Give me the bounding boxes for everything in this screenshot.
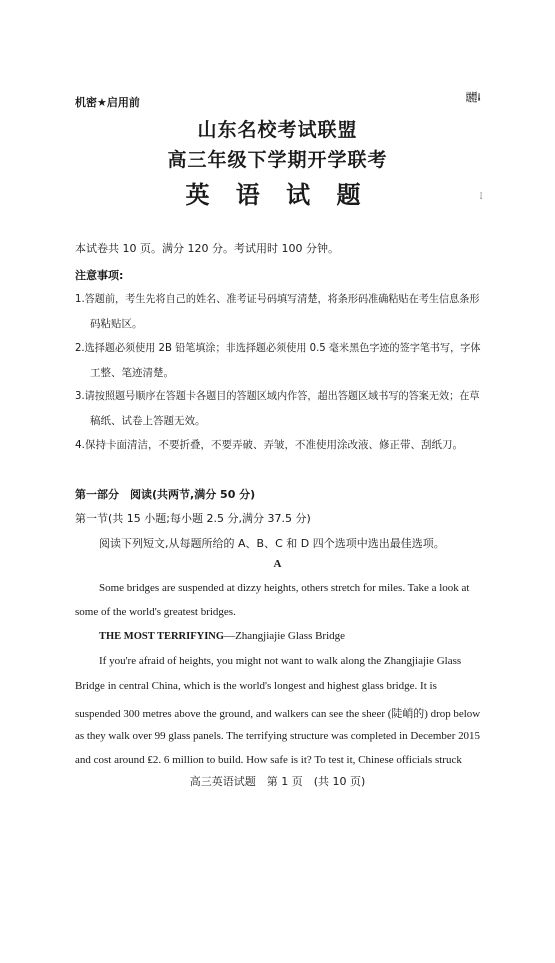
note-1-line-2: 码粘贴区。 — [90, 318, 143, 330]
passage-body-line-4: as they walk over 99 glass panels. The terrifying structure was completed in December 2015 — [75, 730, 480, 742]
passage-intro-line-1: Some bridges are suspended at dizzy heights, others stretch for miles. Take a look at — [99, 582, 470, 594]
page-footer: 高三英语试题 第 1 页 (共 10 页) — [189, 775, 366, 788]
exam-name-title: 高三年级下学期开学联考 — [167, 149, 388, 171]
note-2-line-1: 2.选择题必须使用 2B 铅笔填涂；非选择题必须使用 0.5 毫米黑色字迹的签字笔书写，字体 — [75, 342, 481, 354]
passage-body-line-5: and cost around ₤2. 6 million to build. How safe is it? To test it, Chinese officials struck — [75, 754, 462, 766]
confidential-label: 机密★启用前 — [75, 96, 140, 109]
paper-type-label: 试卷类型 A — [466, 91, 481, 104]
passage-body-line-3: suspended 300 metres above the ground, and walkers can see the sheer (陡峭的) drop below — [75, 708, 481, 720]
passage-letter: A — [273, 558, 282, 570]
exam-alliance-title: 山东名校考试联盟 — [197, 119, 358, 141]
note-1-line-1: 1.答题前，考生先将自己的姓名、准考证号码填写清楚，将条形码准确粘贴在考生信息条形 — [75, 293, 480, 305]
note-2-line-2: 工整、笔迹清楚。 — [90, 367, 174, 379]
exam-date: 2024. 2 — [480, 190, 482, 202]
subject-title: 英 语 试 题 — [185, 181, 370, 209]
paper-info: 本试卷共 10 页。满分 120 分。考试用时 100 分钟。 — [75, 242, 339, 255]
notes-title: 注意事项: — [75, 269, 124, 282]
reading-instruction: 阅读下列短文,从每题所给的 A、B、C 和 D 四个选项中选出最佳选项。 — [99, 537, 445, 550]
part-one-heading: 第一部分 阅读(共两节,满分 50 分) — [75, 488, 256, 501]
bridge-heading-bold: THE MOST TERRIFYING — [99, 631, 225, 642]
passage-body-line-2: Bridge in central China, which is the world's longest and highest glass bridge. It is — [75, 680, 437, 692]
note-4: 4.保持卡面清洁，不要折叠，不要弄破、弄皱，不准使用涂改液、修正带、刮纸刀。 — [75, 439, 464, 451]
passage-intro-line-2: some of the world's greatest bridges. — [75, 606, 236, 618]
passage-body-line-1: If you're afraid of heights, you might not want to walk along the Zhangjiajie Glass — [99, 655, 462, 667]
bridge-heading — [99, 630, 345, 642]
section-one-heading: 第一节(共 15 小题;每小题 2.5 分,满分 37.5 分) — [75, 512, 311, 525]
bridge-heading-name: —Zhangjiajie Glass Bridge — [224, 630, 346, 642]
note-3-line-1: 3.请按照题号顺序在答题卡各题目的答题区域内作答，超出答题区域书写的答案无效；在草 — [75, 390, 480, 402]
note-3-line-2: 稿纸、试卷上答题无效。 — [90, 415, 206, 427]
